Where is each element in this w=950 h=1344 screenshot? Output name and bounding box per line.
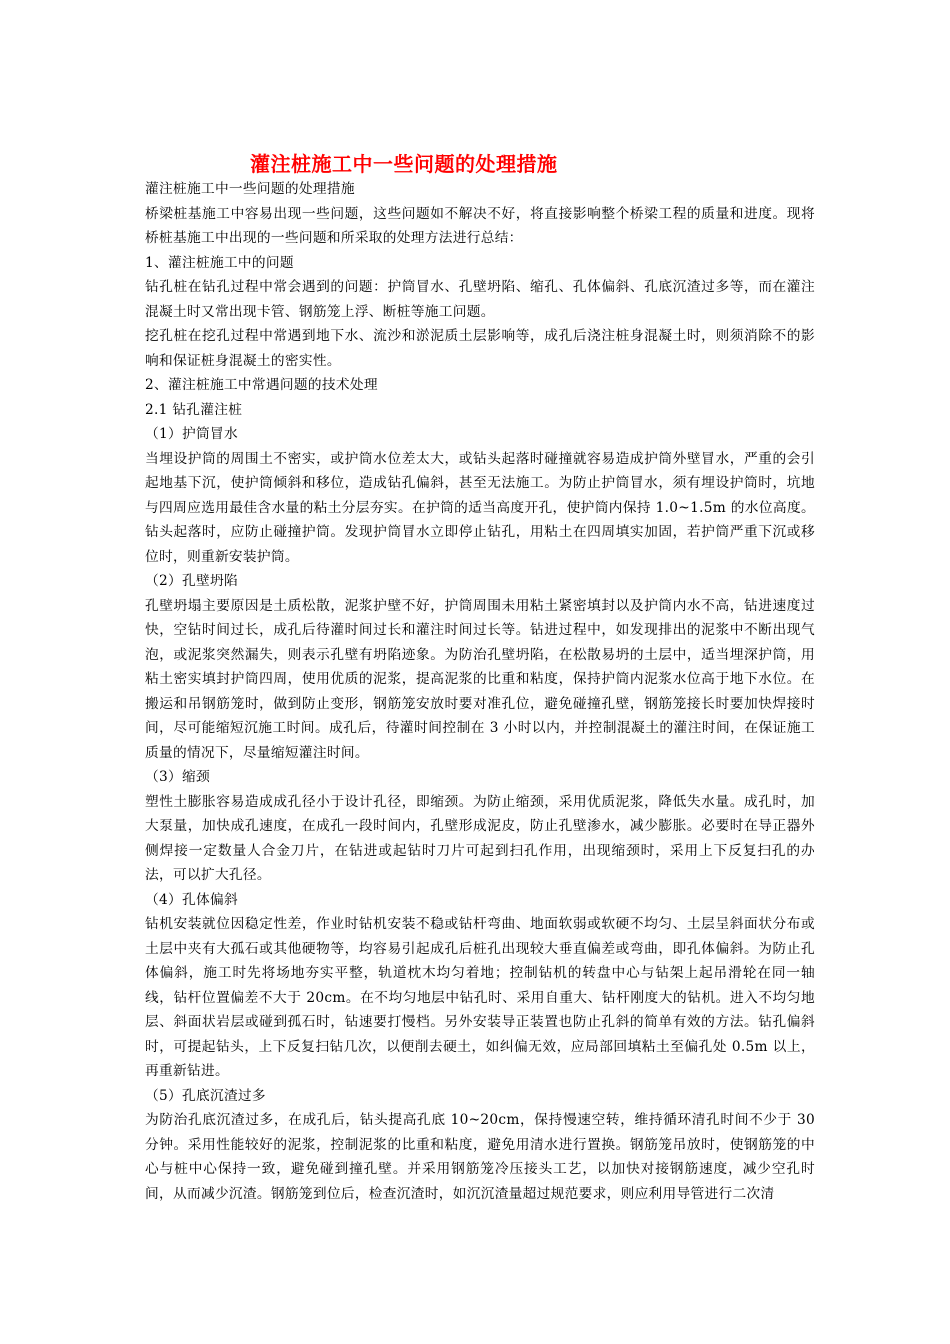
section-heading: 1、灌注桩施工中的问题 [145, 254, 294, 271]
paragraph: 钻机安装就位因稳定性差，作业时钻机安装不稳或钻杆弯曲、地面软弱或软硬不均匀、土层呈斜面状分布或土层中夹有大孤石或其他硬物等，均容易引起成孔后桩孔出现较大垂直偏差或弯曲，即孔体偏斜。为防止孔体偏斜，施工时先将场地夯实平整，轨道枕木均匀着地；控制钻机的转盘中心与钻架上起吊滑轮在同一轴线，钻杆位置偏差不大于 20cm。在不均匀地层中钻孔时、采用自重大、钻杆刚度大的钻机。进入不均匀地层、斜面状岩层或碰到孤石时，钻速要打慢档。另外安装导正装置也防止孔斜的简单有效的方法。钻孔偏斜时，可提起钻头，上下反复扫钻几次，以便削去硬土，如纠偏无效，应局部回填粘土至偏孔处 0.5m 以上，再重新钻进。 [145, 916, 815, 1079]
paragraph: 当埋设护筒的周围土不密实，或护筒水位差太大，或钻头起落时碰撞就容易造成护筒外壁冒水，严重的会引起地基下沉，使护筒倾斜和移位，造成钻孔偏斜，甚至无法施工。为防止护筒冒水，须有埋设护筒时，坑地与四周应选用最佳含水量的粘土分层夯实。在护筒的适当高度开孔，使护筒内保持 1.0~1.5m 的水位高度。钻头起落时，应防止碰撞护筒。发现护筒冒水立即停止钻孔，用粘土在四周填实加固，若护筒严重下沉或移位时，则重新安装护筒。 [145, 450, 815, 565]
document-title: 灌注桩施工中一些问题的处理措施 [250, 152, 558, 176]
document-body [145, 177, 815, 1206]
item-heading: （2）孔壁坍陷 [145, 573, 238, 589]
item-heading: （5）孔底沉渣过多 [145, 1087, 266, 1104]
paragraph: 为防治孔底沉渣过多，在成孔后，钻头提高孔底 10~20cm，保持慢速空转，维持循环清孔时间不少于 30 分钟。采用性能较好的泥浆，控制泥浆的比重和粘度，避免用清水进行置换。钢筋笼吊放时，使钢筋笼的中心与桩中心保持一致，避免碰到撞孔壁。并采用钢筋笼冷压接头工艺，以加快对接钢筋速度，减少空孔时间，从而减少沉渣。钢筋笼到位后，检查沉渣时，如沉沉渣量超过规范要求，则应利用导管进行二次清 [145, 1112, 815, 1202]
intro-paragraph: 桥梁桩基施工中容易出现一些问题，这些问题如不解决不好，将直接影响整个桥梁工程的质量和进度。现将桥桩基施工中出现的一些问题和所采取的处理方法进行总结： [145, 205, 815, 246]
section-heading: 2、灌注桩施工中常遇问题的技术处理 [145, 377, 378, 393]
paragraph: 挖孔桩在挖孔过程中常遇到地下水、流沙和淤泥质土层影响等，成孔后浇注桩身混凝土时，则须消除不的影响和保证桩身混凝土的密实性。 [145, 328, 815, 369]
paragraph: 孔壁坍塌主要原因是土质松散，泥浆护壁不好，护筒周围未用粘土紧密填封以及护筒内水不高，钻进速度过快，空钻时间过长，成孔后待灌时间过长和灌注时间过长等。钻进过程中，如发现排出的泥浆中不断出现气泡，或泥浆突然漏失，则表示孔壁有坍陷迹象。为防治孔壁坍陷，在松散易坍的土层中，适当埋深护筒，用粘土密实填封护筒四周，使用优质的泥浆，提高泥浆的比重和粘度，保持护筒内泥浆水位高于地下水位。在搬运和吊钢筋笼时，做到防止变形，钢筋笼安放时要对准孔位，避免碰撞孔壁，钢筋笼接长时要加快焊接时间，尽可能缩短沉施工时间。成孔后，待灌时间控制在 3 小时以内，并控制混凝土的灌注时间，在保证施工质量的情况下，尽量缩短灌注时间。 [145, 597, 815, 761]
subsection-heading: 2.1 钻孔灌注桩 [145, 401, 243, 418]
paragraph: 钻孔桩在钻孔过程中常会遇到的问题：护筒冒水、孔壁坍陷、缩孔、孔体偏斜、孔底沉渣过多等，而在灌注混凝土时又常出现卡管、钢筋笼上浮、断桩等施工问题。 [145, 279, 815, 320]
item-heading: （1）护筒冒水 [145, 426, 238, 442]
paragraph: 塑性土膨胀容易造成成孔径小于设计孔径，即缩颈。为防止缩颈，采用优质泥浆，降低失水量。成孔时，加大泵量，加快成孔速度，在成孔一段时间内，孔壁形成泥皮，防止孔壁渗水，减少膨胀。必要时在导正器外侧焊接一定数量人合金刀片，在钻进或起钻时刀片可起到扫孔作用，出现缩颈时，采用上下反复扫孔的办法，可以扩大孔径。 [145, 793, 815, 883]
subtitle-line: 灌注桩施工中一些问题的处理措施 [145, 181, 355, 197]
item-heading: （3）缩颈 [145, 769, 210, 785]
item-heading: （4）孔体偏斜 [145, 891, 238, 908]
